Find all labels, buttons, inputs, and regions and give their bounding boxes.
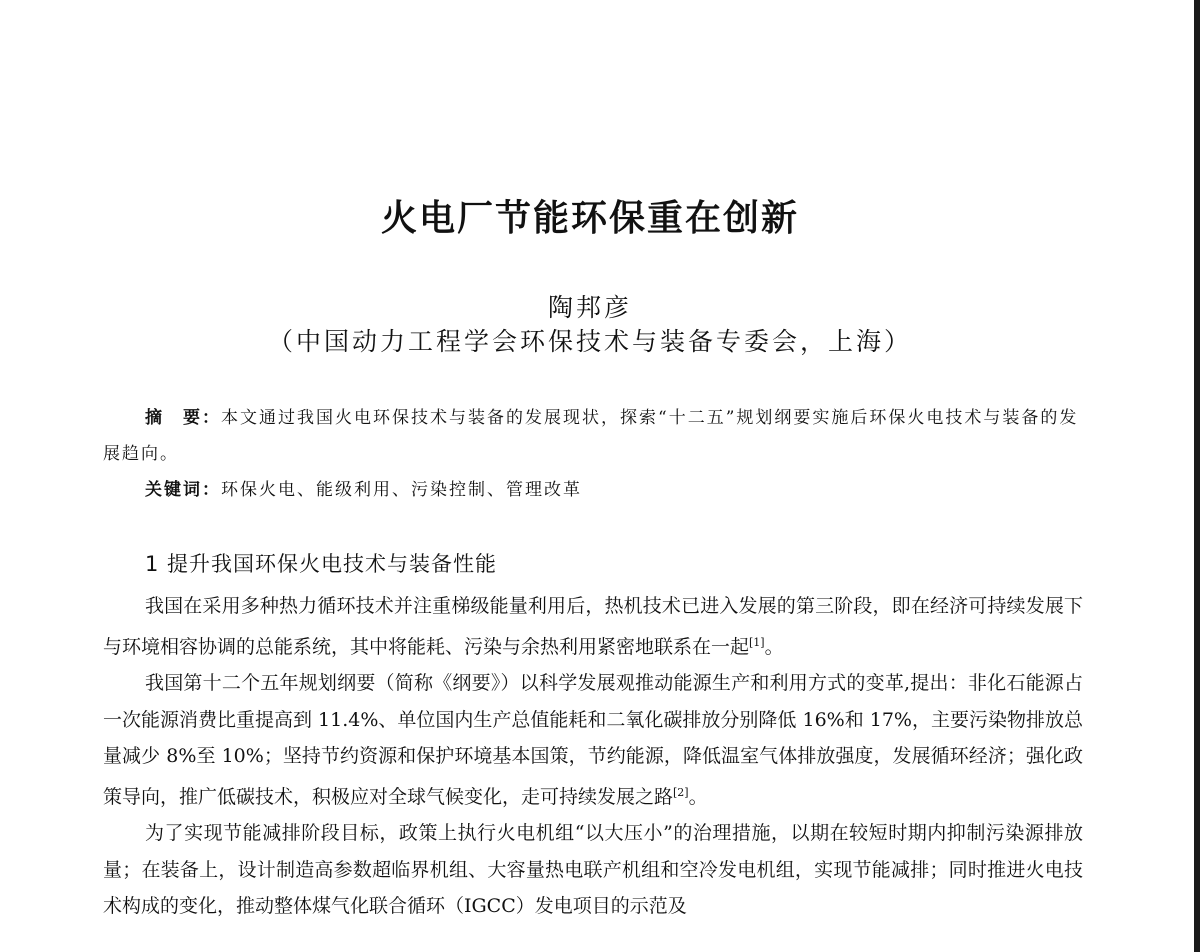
author-affiliation: （中国动力工程学会环保技术与装备专委会，上海） (267, 327, 912, 356)
body-paragraph (103, 665, 1083, 815)
keywords-label: 关键词： (145, 480, 221, 500)
section-heading: 1 提升我国环保火电技术与装备性能 (145, 552, 498, 576)
body-paragraph (103, 815, 1083, 925)
section-body (103, 588, 1083, 925)
keywords (103, 472, 1083, 508)
abstract-label: 摘 要： (145, 408, 221, 428)
paragraph-text: 我国第十二个五年规划纲要（简称《纲要》）以科学发展观推动能源生产和利用方式的变革,提出：非化石能源占一次能源消费比重提高到 11.4%、单位国内生产总值能耗和二氧化碳排放分别降低 16%和 17%，主要污染物排放总量减少 8%至 10%；坚持节约资源和保护环境基本国策，节约能源，降低温室气体排放强度，发展循环经济；强化政策导向，推广低碳技术，积极应对全球气候变化，走可持续发展之路 (103, 672, 1083, 808)
paragraph-text: 我国在采用多种热力循环技术并注重梯级能量利用后，热机技术已进入发展的第三阶段，即在经济可持续发展下与环境相容协调的总能系统，其中将能耗、污染与余热利用紧密地联系在一起 (103, 595, 1083, 658)
citation-ref[interactable]: [1] (749, 635, 765, 649)
abstract-text: 本文通过我国火电环保技术与装备的发展现状，探索“十二五”规划纲要实施后环保火电技术与装备的发展趋向。 (103, 408, 1079, 464)
scan-edge (1194, 0, 1200, 952)
keywords-text: 环保火电、能级利用、污染控制、管理改革 (221, 480, 582, 500)
author-name: 陶邦彦 (547, 293, 632, 322)
abstract-block (103, 400, 1083, 508)
citation-ref[interactable]: [2] (673, 785, 689, 799)
paragraph-tail: 。 (764, 635, 784, 658)
abstract (103, 400, 1083, 472)
body-paragraph (103, 588, 1083, 665)
paragraph-tail: 。 (688, 785, 708, 808)
paragraph-text: 为了实现节能减排阶段目标，政策上执行火电机组“以大压小”的治理措施，以期在较短时期内抑制污染源排放量；在装备上，设计制造高参数超临界机组、大容量热电联产机组和空冷发电机组，实现节能减排；同时推进火电技术构成的变化，推动整体煤气化联合循环（IGCC）发电项目的示范及 (103, 822, 1083, 917)
paper-title: 火电厂节能环保重在创新 (380, 197, 799, 239)
